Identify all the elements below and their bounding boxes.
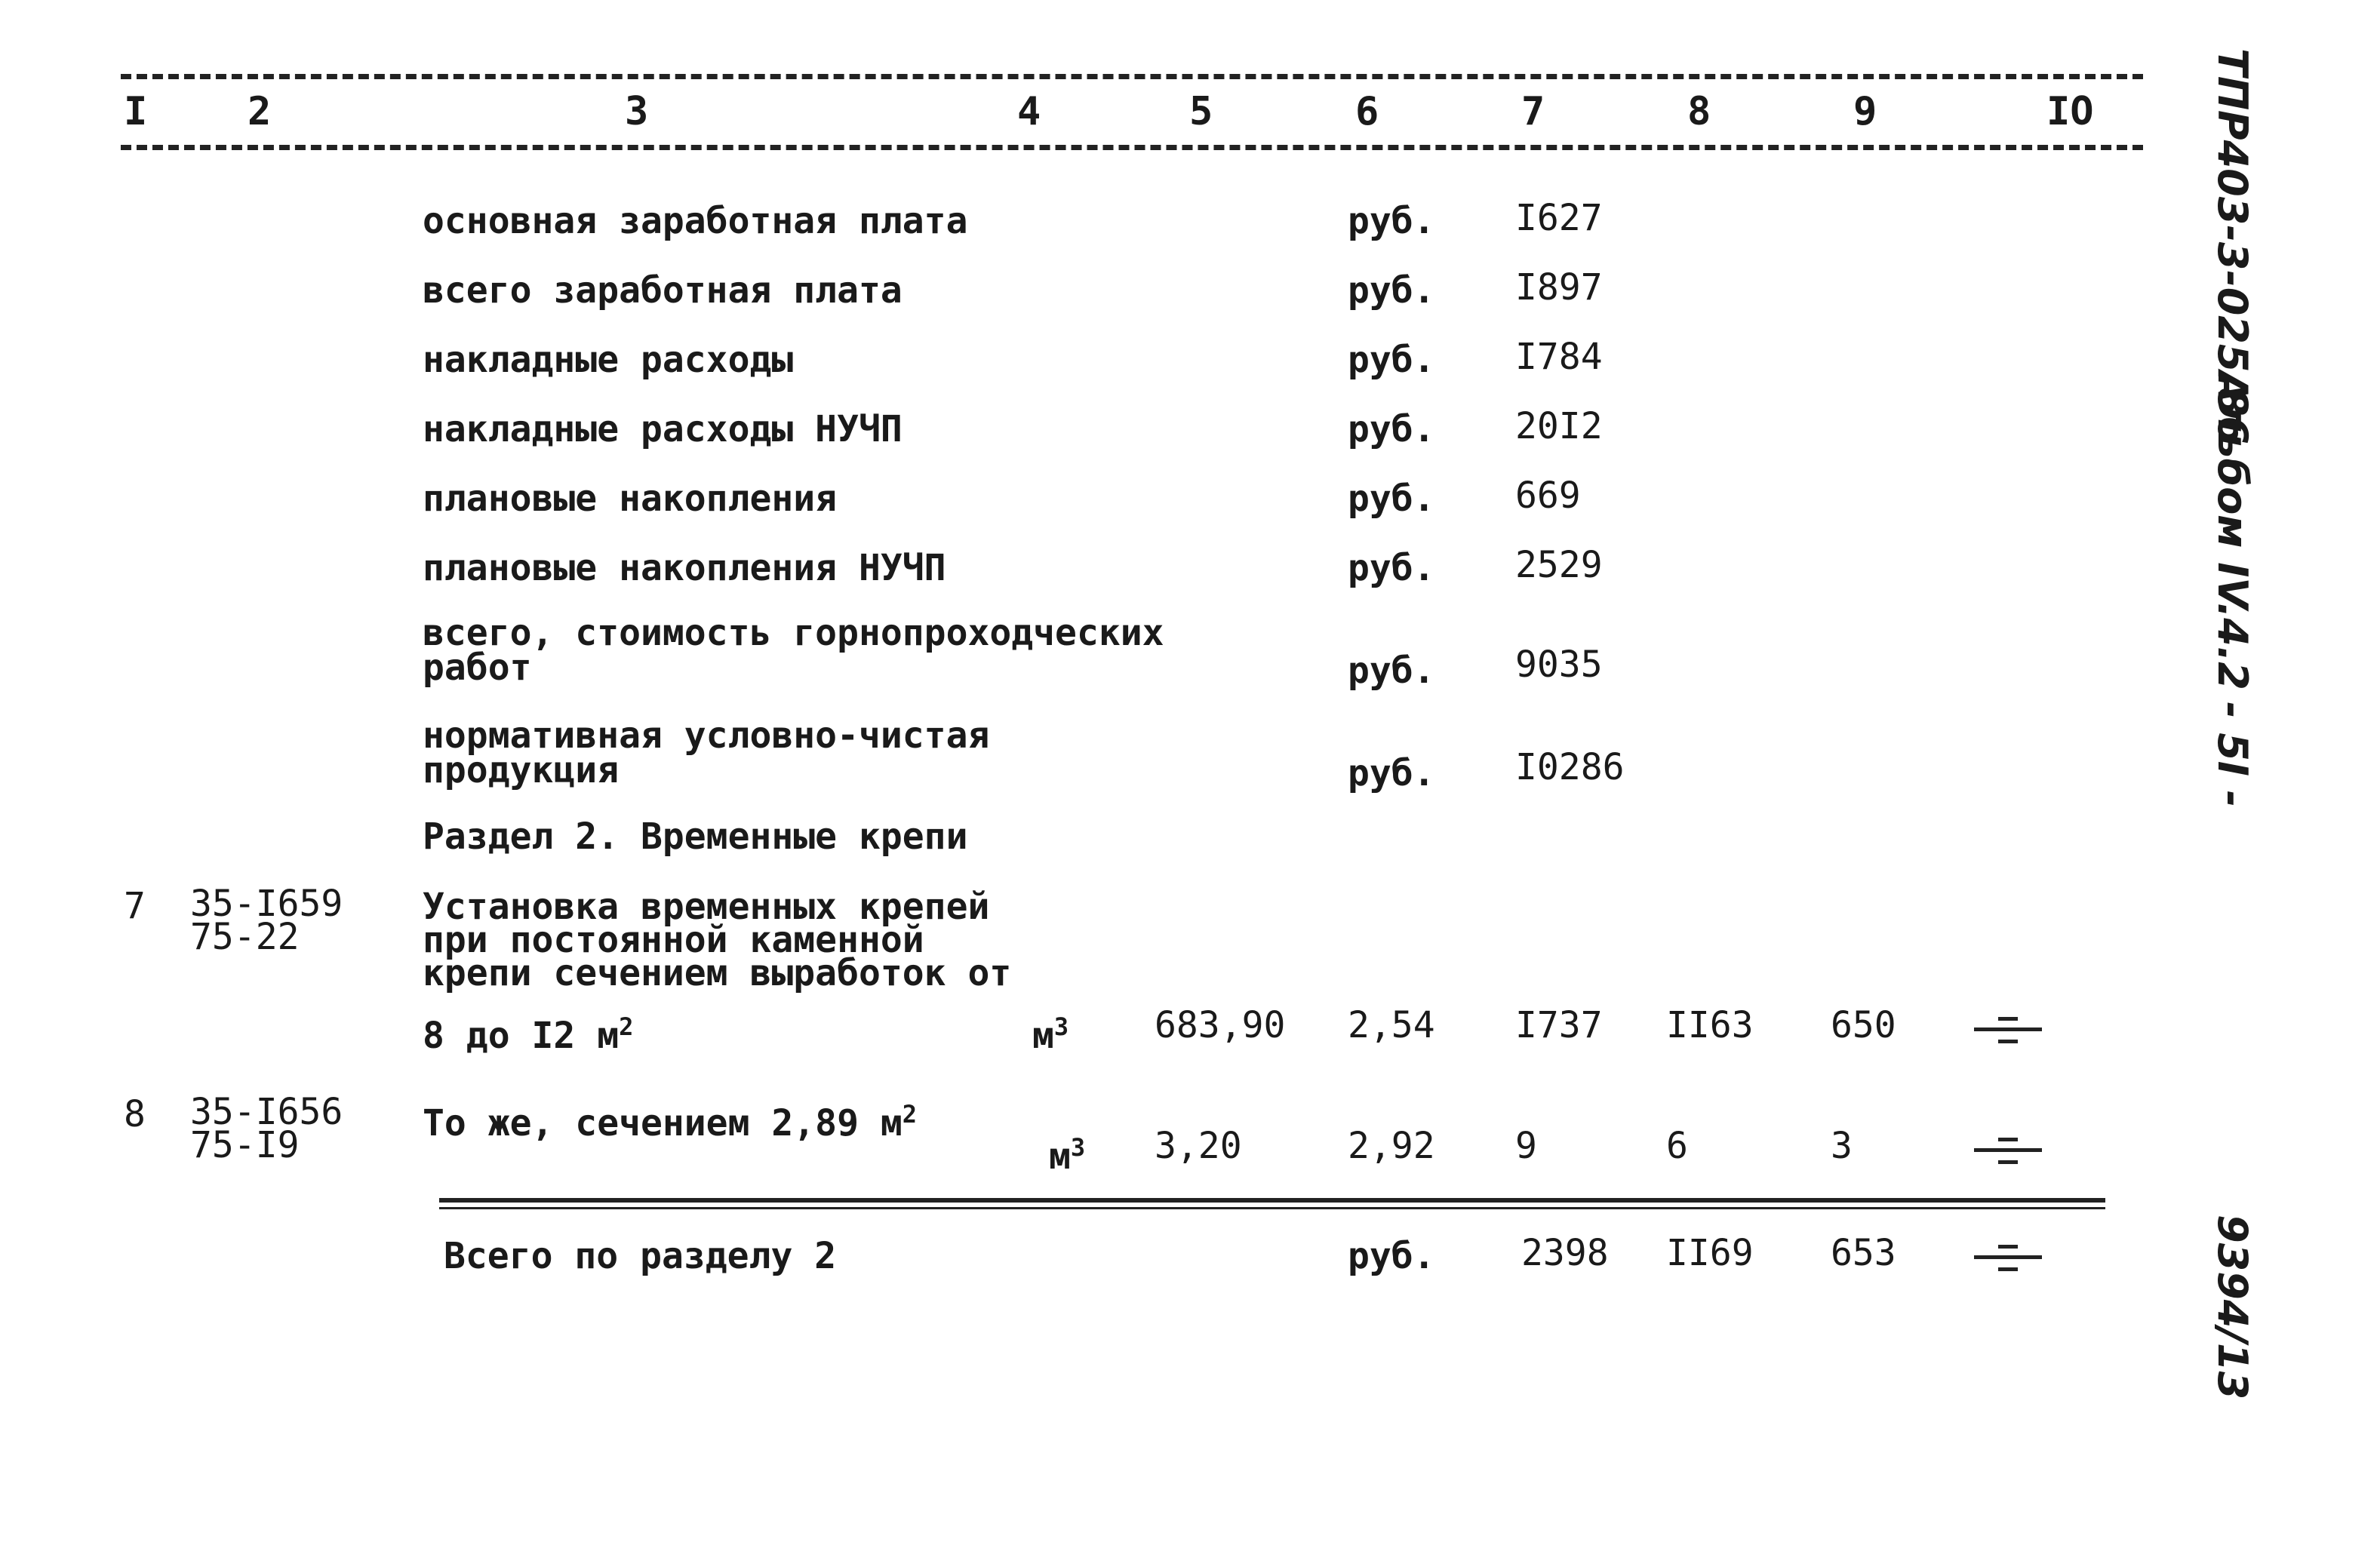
item-description-last-line bbox=[423, 1008, 633, 1055]
col-header-5: 5 bbox=[1189, 89, 1213, 134]
col-header-6: 6 bbox=[1355, 89, 1379, 134]
col-header-2: 2 bbox=[248, 89, 272, 134]
unit-text: м bbox=[1032, 1015, 1054, 1057]
row-name: накладные расходы НУЧП bbox=[423, 408, 902, 450]
unit-text: м bbox=[1049, 1135, 1071, 1178]
item-col5: 683,90 bbox=[1155, 1004, 1286, 1046]
row-value-col7: I627 bbox=[1515, 197, 1603, 239]
row-unit: руб. bbox=[1348, 269, 1435, 312]
unit-superscript: 3 bbox=[1070, 1133, 1086, 1162]
row-unit: руб. bbox=[1348, 408, 1435, 450]
item-code: 35-I656 75-I9 bbox=[190, 1091, 343, 1166]
col-header-9: 9 bbox=[1853, 89, 1877, 134]
side-page-number: - 5I - bbox=[2209, 702, 2256, 808]
side-archive-number: 9394/13 bbox=[2209, 1215, 2256, 1400]
row-unit: руб. bbox=[1348, 650, 1435, 692]
item-col8: 6 bbox=[1666, 1125, 1688, 1167]
item-description bbox=[423, 1095, 917, 1142]
row-name: плановые накопления НУЧП bbox=[423, 547, 946, 589]
total-label: Всего по разделу 2 bbox=[444, 1235, 837, 1277]
desc-text: То же, сечением 2,89 м bbox=[423, 1102, 902, 1144]
row-name: основная заработная плата bbox=[423, 200, 968, 242]
item-col6: 2,92 bbox=[1348, 1125, 1435, 1167]
row-unit: руб. bbox=[1348, 478, 1435, 520]
item-number: 7 bbox=[124, 885, 146, 927]
item-col7: 9 bbox=[1515, 1125, 1537, 1167]
item-col8: II63 bbox=[1666, 1004, 1754, 1046]
total-col7: 2398 bbox=[1521, 1232, 1609, 1274]
division-sign-icon bbox=[1974, 1006, 2042, 1052]
item-description: Установка временных крепей при постоянной каменной крепи сечением выработок от bbox=[423, 886, 1012, 994]
total-rule-thin bbox=[439, 1207, 2105, 1209]
side-doc-code: ТПР403-3-025.86 bbox=[2209, 48, 2256, 445]
col-header-4: 4 bbox=[1017, 89, 1041, 134]
col-header-8: 8 bbox=[1687, 89, 1711, 134]
desc-text: 8 до I2 м bbox=[423, 1015, 620, 1057]
header-bottom-rule bbox=[121, 145, 2143, 150]
row-value-col7: I0286 bbox=[1515, 746, 1625, 788]
col-header-1: I bbox=[124, 89, 148, 134]
row-unit: руб. bbox=[1348, 200, 1435, 242]
division-sign-icon bbox=[1974, 1234, 2042, 1279]
row-value-col7: 669 bbox=[1515, 475, 1581, 517]
section-title: Раздел 2. Временные крепи bbox=[423, 816, 968, 858]
item-code: 35-I659 75-22 bbox=[190, 883, 343, 958]
row-name: всего, стоимость горнопроходческих работ bbox=[423, 612, 1164, 689]
col-header-7: 7 bbox=[1521, 89, 1545, 134]
division-sign-icon bbox=[1974, 1127, 2042, 1172]
row-name: накладные расходы bbox=[423, 339, 794, 381]
item-col6: 2,54 bbox=[1348, 1004, 1435, 1046]
row-unit: руб. bbox=[1348, 547, 1435, 589]
row-name: плановые накопления bbox=[423, 478, 838, 520]
row-value-col7: 2529 bbox=[1515, 544, 1603, 586]
total-unit: руб. bbox=[1348, 1235, 1435, 1277]
row-unit: руб. bbox=[1348, 752, 1435, 794]
unit-superscript: 3 bbox=[1053, 1012, 1069, 1041]
row-value-col7: 9035 bbox=[1515, 644, 1603, 686]
total-col9: 653 bbox=[1831, 1232, 1896, 1274]
row-unit: руб. bbox=[1348, 339, 1435, 381]
col-header-10: IO bbox=[2046, 89, 2094, 134]
row-value-col7: I897 bbox=[1515, 266, 1603, 309]
row-name: всего заработная плата bbox=[423, 269, 902, 312]
item-unit bbox=[1032, 1008, 1069, 1055]
desc-superscript: 2 bbox=[902, 1100, 918, 1129]
item-unit bbox=[1049, 1129, 1086, 1178]
side-album: Альбом IV.4.2 bbox=[2209, 371, 2256, 690]
item-col5: 3,20 bbox=[1155, 1125, 1242, 1167]
header-top-rule bbox=[121, 74, 2143, 79]
item-col7: I737 bbox=[1515, 1004, 1603, 1046]
row-name: нормативная условно-чистая продукция bbox=[423, 714, 990, 791]
item-col9: 650 bbox=[1831, 1004, 1896, 1046]
total-rule bbox=[439, 1198, 2105, 1203]
row-value-col7: I784 bbox=[1515, 336, 1603, 378]
col-header-3: 3 bbox=[625, 89, 649, 134]
desc-superscript: 2 bbox=[619, 1012, 634, 1041]
item-col9: 3 bbox=[1831, 1125, 1853, 1167]
row-value-col7: 20I2 bbox=[1515, 405, 1603, 447]
item-number: 8 bbox=[124, 1093, 146, 1135]
total-col8: II69 bbox=[1666, 1232, 1754, 1274]
